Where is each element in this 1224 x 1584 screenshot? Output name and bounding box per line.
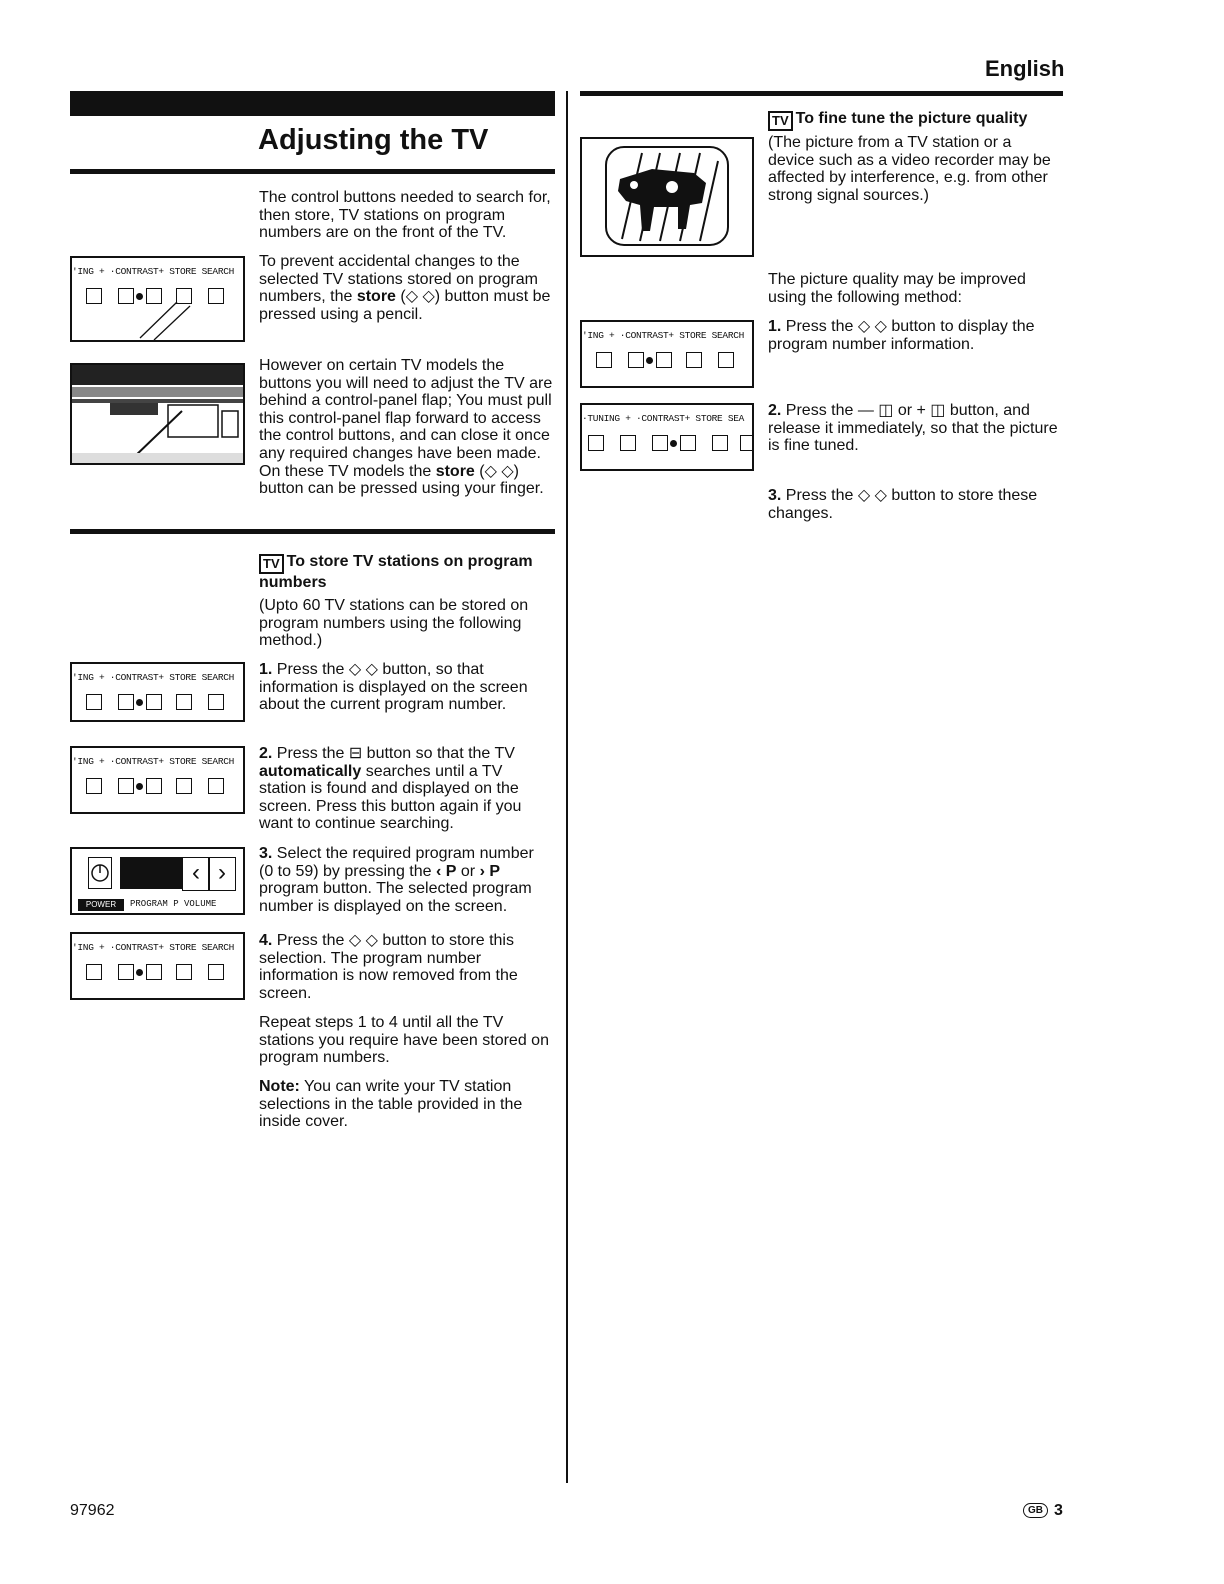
panel-key-dot bbox=[646, 357, 653, 364]
tv-icon: TV bbox=[259, 554, 284, 574]
panel-key-square bbox=[620, 435, 636, 451]
panel-key-square bbox=[146, 964, 162, 980]
panel-key-dot bbox=[136, 783, 143, 790]
document-code: 97962 bbox=[70, 1502, 115, 1519]
fine-tune-note: (The picture from a TV station or a device such as a video recorder may be affected by interference, e.g. from other strong signal sources.) bbox=[768, 134, 1051, 204]
step-text: Press the ◇ ◇ button to display the program number information. bbox=[768, 318, 1035, 353]
step-text-after: searches until a TV station is found and displayed on the screen. Press this button again if you want to continue searching. bbox=[259, 762, 522, 833]
step-text-bold: automatically bbox=[259, 762, 362, 780]
panel-keys bbox=[582, 350, 752, 372]
step-text-mid: or bbox=[456, 862, 480, 880]
column-divider bbox=[566, 91, 568, 1483]
panel-keys bbox=[582, 433, 752, 455]
step-number: 1. bbox=[768, 318, 782, 335]
panel-key-square bbox=[208, 964, 224, 980]
panel-key-square bbox=[712, 435, 728, 451]
tv-interference-illustration bbox=[582, 139, 752, 255]
store-section-note: (Upto 60 TV stations can be stored on program numbers using the following method.) bbox=[259, 597, 529, 650]
panel-key-square bbox=[176, 694, 192, 710]
intro-p2-bold: store bbox=[356, 288, 396, 306]
title-rule bbox=[70, 169, 555, 174]
program-up-icon: › bbox=[208, 857, 236, 891]
language-label: English bbox=[985, 56, 1065, 81]
panel-key-square bbox=[628, 352, 644, 368]
tv-icon: TV bbox=[768, 111, 793, 131]
store-step-2 bbox=[259, 745, 549, 833]
fine-tune-step-2 bbox=[768, 402, 1060, 455]
note-paragraph bbox=[259, 1078, 549, 1131]
intro-paragraph-1: The control buttons needed to search for, then store, TV stations on program numbers are on the front of the TV. bbox=[259, 189, 551, 242]
panel-key-square bbox=[686, 352, 702, 368]
note-text: You can write your TV station selections in the table provided in the inside cover. bbox=[259, 1078, 523, 1131]
fine-tune-intro: The picture quality may be improved using the following method: bbox=[768, 271, 1026, 306]
panel-key-square bbox=[740, 435, 754, 451]
store-step-1 bbox=[259, 661, 549, 714]
intro-p2-text: To prevent accidental changes to the selected TV stations stored on program numbers, the bbox=[259, 253, 538, 306]
panel-key-square bbox=[146, 694, 162, 710]
gb-badge-icon: GB bbox=[1023, 1503, 1048, 1518]
panel-key-square bbox=[596, 352, 612, 368]
fine-tune-step-3 bbox=[768, 487, 1058, 522]
power-icon bbox=[89, 858, 111, 888]
pencil-icon bbox=[132, 298, 202, 342]
store-step-3 bbox=[259, 845, 551, 915]
step-text-bold: › P bbox=[479, 862, 501, 880]
fine-tune-heading-text: To fine tune the picture quality bbox=[795, 110, 1028, 127]
tv-flap-illustration bbox=[72, 365, 243, 463]
panel-key-square bbox=[118, 778, 134, 794]
panel-label: 'ING + ·CONTRAST+ STORE SEARCH bbox=[72, 266, 235, 277]
remote-panel-figure bbox=[70, 847, 245, 915]
step-text: Press the ◇ ◇ button to store these changes. bbox=[768, 487, 1038, 522]
intro-paragraph-2 bbox=[259, 253, 554, 323]
intro-paragraph-3 bbox=[259, 357, 556, 498]
power-label: POWER bbox=[78, 899, 124, 911]
panel-key-square bbox=[718, 352, 734, 368]
panel-key-square bbox=[176, 778, 192, 794]
panel-key-square bbox=[86, 694, 102, 710]
panel-key-square bbox=[146, 778, 162, 794]
step-number: 2. bbox=[259, 745, 273, 762]
panel-label: 'ING + ·CONTRAST+ STORE SEARCH bbox=[72, 942, 235, 953]
panel-key-square bbox=[118, 694, 134, 710]
panel-label: 'ING + ·CONTRAST+ STORE SEARCH bbox=[72, 756, 235, 767]
panel-key-square bbox=[652, 435, 668, 451]
page-number-group bbox=[1023, 1502, 1063, 1520]
panel-key-square bbox=[208, 694, 224, 710]
step-text-after: program button. The selected program number is displayed on the screen. bbox=[259, 880, 532, 915]
panel-key-square bbox=[86, 288, 102, 304]
panel-key-square bbox=[176, 964, 192, 980]
step-number: 2. bbox=[768, 402, 782, 419]
fine-tune-heading bbox=[768, 110, 1063, 131]
header-band bbox=[70, 91, 555, 116]
remote-labels: PROGRAM P VOLUME bbox=[130, 899, 217, 909]
display-panel bbox=[120, 857, 182, 889]
page-number: 3 bbox=[1054, 1502, 1063, 1519]
panel-key-square bbox=[208, 288, 224, 304]
step-number: 3. bbox=[768, 487, 782, 504]
panel-key-square bbox=[656, 352, 672, 368]
step-number: 1. bbox=[259, 661, 273, 678]
fine-tune-step-1 bbox=[768, 318, 1058, 353]
panel-keys bbox=[72, 962, 243, 984]
panel-label: ·TUNING + ·CONTRAST+ STORE SEA bbox=[582, 413, 745, 424]
panel-key-dot bbox=[136, 699, 143, 706]
control-panel-figure-step4 bbox=[70, 932, 245, 1000]
panel-key-square bbox=[86, 778, 102, 794]
panel-key-square bbox=[208, 778, 224, 794]
panel-keys bbox=[72, 692, 243, 714]
intro-p3-text: However on certain TV models the buttons you will need to adjust the TV are behind a control-panel flap; You must pull this control-panel flap forward to access the control buttons, and can close it once any required changes have been made. On these TV models the bbox=[259, 357, 553, 480]
program-down-icon: ‹ bbox=[182, 857, 210, 891]
panel-key-square bbox=[118, 964, 134, 980]
step-text: Press the ⊟ button so that the TV bbox=[276, 745, 515, 762]
step-text: Select the required program number (0 to 59) by pressing the bbox=[259, 845, 534, 880]
panel-key-square bbox=[86, 964, 102, 980]
panel-key-dot bbox=[136, 969, 143, 976]
intro-p3-text-after: (◇ ◇) button can be pressed using your finger. bbox=[259, 462, 544, 498]
page-title: Adjusting the TV bbox=[258, 124, 489, 156]
step-text-bold: ‹ P bbox=[435, 862, 457, 880]
store-step-4 bbox=[259, 932, 549, 1002]
panel-key-square bbox=[588, 435, 604, 451]
panel-key-square bbox=[680, 435, 696, 451]
step-text: Press the ◇ ◇ button to store this selection. The program number information is now removed from the screen. bbox=[259, 932, 518, 1002]
panel-label: 'ING + ·CONTRAST+ STORE SEARCH bbox=[72, 672, 235, 683]
control-panel-figure-step1 bbox=[70, 662, 245, 722]
store-section-heading bbox=[259, 553, 549, 592]
store-heading-text: To store TV stations on program numbers bbox=[259, 553, 533, 591]
step-text: Press the — ◫ or + ◫ button, and release it immediately, so that the picture is fine tuned. bbox=[768, 402, 1058, 455]
panel-label: 'ING + ·CONTRAST+ STORE SEARCH bbox=[582, 330, 745, 341]
step-text: Press the ◇ ◇ button, so that information is displayed on the screen about the current program number. bbox=[259, 661, 528, 714]
intro-p2-text-after: (◇ ◇) button must be pressed using a pencil. bbox=[259, 288, 551, 323]
control-panel-figure-fine2 bbox=[580, 403, 754, 471]
control-panel-figure-fine1 bbox=[580, 320, 754, 388]
power-button bbox=[88, 857, 112, 889]
section-rule bbox=[70, 529, 555, 534]
intro-p3-bold: store bbox=[435, 462, 475, 480]
panel-key-dot bbox=[670, 440, 677, 447]
panel-keys bbox=[72, 776, 243, 798]
step-number: 3. bbox=[259, 845, 273, 862]
control-panel-figure-pencil bbox=[70, 256, 245, 342]
tv-flap-figure bbox=[70, 363, 245, 465]
control-panel-figure-step2 bbox=[70, 746, 245, 814]
step-number: 4. bbox=[259, 932, 273, 949]
repeat-paragraph: Repeat steps 1 to 4 until all the TV stations you require have been stored on program numbers. bbox=[259, 1014, 549, 1067]
right-top-rule bbox=[580, 91, 1063, 96]
tv-interference-figure bbox=[580, 137, 754, 257]
note-label: Note: bbox=[259, 1078, 300, 1095]
